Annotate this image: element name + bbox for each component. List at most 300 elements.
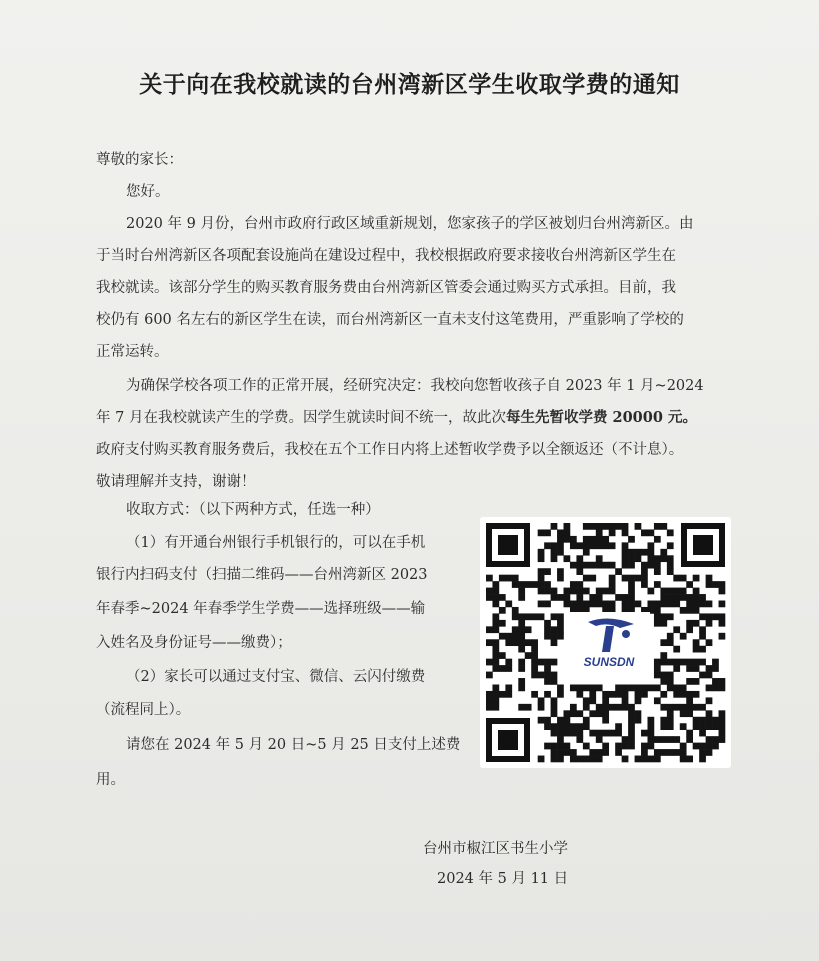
method2-line: （流程同上）。 (96, 702, 191, 718)
qr-module (538, 575, 545, 582)
qr-module (673, 665, 680, 672)
qr-module (686, 620, 693, 627)
qr-module (551, 756, 558, 763)
qr-module (622, 736, 629, 743)
qr-module (686, 607, 693, 614)
qr-module (486, 588, 493, 595)
qr-module (628, 723, 635, 730)
qr-module (531, 665, 538, 672)
qr-module (583, 704, 590, 711)
payment-qr-code[interactable] (480, 517, 731, 768)
qr-module (557, 633, 564, 640)
qr-module (525, 639, 532, 646)
qr-module (667, 555, 674, 562)
qr-module (712, 743, 719, 750)
qr-module (570, 601, 577, 608)
para1-line: 正常运转。 (96, 344, 169, 360)
qr-module (596, 542, 603, 549)
qr-module (570, 749, 577, 756)
qr-module (589, 710, 596, 717)
qr-module (564, 723, 571, 730)
qr-module (538, 659, 545, 666)
qr-module (525, 581, 532, 588)
qr-module (512, 613, 519, 620)
qr-module (564, 717, 571, 724)
qr-module (641, 749, 648, 756)
qr-module (706, 684, 713, 691)
qr-module (686, 710, 693, 717)
qr-module (712, 678, 719, 685)
qr-module (518, 678, 525, 685)
qr-module (641, 743, 648, 750)
qr-module (544, 672, 551, 679)
qr-module (576, 568, 583, 575)
qr-module (609, 529, 616, 536)
qr-module (557, 756, 564, 763)
qr-module (551, 613, 558, 620)
qr-module (667, 588, 674, 595)
qr-module (712, 717, 719, 724)
qr-module (551, 678, 558, 685)
qr-module (538, 717, 545, 724)
qr-module (699, 717, 706, 724)
para2-line2-text: 年 7 月在我校就读产生的学费。因学生就读时间不统一，故此次 (96, 410, 506, 426)
qr-module (589, 756, 596, 763)
qr-module (518, 588, 525, 595)
qr-module (505, 665, 512, 672)
qr-module (680, 710, 687, 717)
qr-module (492, 620, 499, 627)
qr-module (602, 601, 609, 608)
qr-module (667, 684, 674, 691)
qr-module (538, 672, 545, 679)
qr-module (693, 659, 700, 666)
qr-module (686, 601, 693, 608)
qr-module (557, 684, 564, 691)
qr-module (647, 736, 654, 743)
qr-module (499, 652, 506, 659)
qr-module (654, 536, 661, 543)
qr-module (660, 704, 667, 711)
qr-module (602, 704, 609, 711)
qr-module (673, 736, 680, 743)
qr-module (660, 723, 667, 730)
qr-module (589, 542, 596, 549)
qr-module (492, 588, 499, 595)
qr-module (564, 588, 571, 595)
qr-module (660, 523, 667, 530)
qr-module (609, 523, 616, 530)
qr-module (622, 601, 629, 608)
qr-module (699, 672, 706, 679)
qr-module (518, 646, 525, 653)
qr-module (602, 542, 609, 549)
para2-line: 为确保学校各项工作的正常开展，经研究决定：我校向您暂收孩子自 2023 年 1 月~2024 (126, 378, 704, 394)
qr-module (557, 743, 564, 750)
qr-module (596, 756, 603, 763)
qr-module (486, 697, 493, 704)
qr-module (609, 575, 616, 582)
para1-line: 2020 年 9 月份，台州市政府行政区域重新规划，您家孩子的学区被划归台州湾新区。由 (126, 216, 694, 232)
qr-module (615, 749, 622, 756)
method1-line: 银行内扫码支付（扫描二维码——台州湾新区 2023 (96, 567, 428, 583)
qr-module (686, 594, 693, 601)
qr-module (654, 523, 661, 530)
qr-module (647, 717, 654, 724)
qr-module (589, 523, 596, 530)
qr-module (551, 588, 558, 595)
qr-module (660, 678, 667, 685)
qr-module (635, 710, 642, 717)
qr-module (589, 749, 596, 756)
qr-module (512, 633, 519, 640)
qr-module (538, 704, 545, 711)
qr-module (622, 549, 629, 556)
qr-module (589, 562, 596, 569)
qr-module (706, 581, 713, 588)
qr-module (538, 613, 545, 620)
qr-module (635, 601, 642, 608)
qr-module (557, 620, 564, 627)
qr-module (686, 756, 693, 763)
qr-module (518, 659, 525, 666)
qr-module (602, 749, 609, 756)
qr-module (615, 523, 622, 530)
qr-module (544, 678, 551, 685)
qr-module (486, 672, 493, 679)
qr-module (525, 652, 532, 659)
qr-module (719, 678, 726, 685)
qr-module (576, 594, 583, 601)
qr-module (680, 594, 687, 601)
qr-module (719, 710, 726, 717)
qr-module (583, 697, 590, 704)
qr-module (719, 588, 726, 595)
qr-module (512, 575, 519, 582)
qr-module (660, 555, 667, 562)
para1-line: 校仍有 600 名左右的新区学生在读，而台州湾新区一直未支付这笔费用，严重影响了学校的 (96, 312, 684, 328)
qr-module (583, 523, 590, 530)
qr-module (641, 691, 648, 698)
qr-module (602, 691, 609, 698)
qr-module (647, 743, 654, 750)
qr-module (583, 549, 590, 556)
qr-module (499, 594, 506, 601)
qr-module (544, 620, 551, 627)
qr-module (641, 529, 648, 536)
qr-module (596, 736, 603, 743)
qr-module (660, 613, 667, 620)
qr-module (706, 723, 713, 730)
qr-module (654, 562, 661, 569)
qr-module (667, 633, 674, 640)
qr-module (486, 704, 493, 711)
qr-module (667, 639, 674, 646)
qr-module (551, 633, 558, 640)
qr-module (628, 555, 635, 562)
qr-module (557, 529, 564, 536)
qr-module (667, 672, 674, 679)
qr-module (667, 601, 674, 608)
qr-module (576, 756, 583, 763)
qr-module (609, 601, 616, 608)
qr-module (693, 588, 700, 595)
qr-module (570, 536, 577, 543)
qr-module (712, 581, 719, 588)
qr-module (628, 536, 635, 543)
qr-module (673, 594, 680, 601)
salutation: 尊敬的家长： (96, 152, 183, 168)
qr-module (551, 723, 558, 730)
qr-module (499, 620, 506, 627)
qr-module (628, 588, 635, 595)
qr-module (538, 697, 545, 704)
qr-module (647, 555, 654, 562)
qr-module (615, 691, 622, 698)
qr-module (499, 575, 506, 582)
qr-module (531, 646, 538, 653)
qr-module (499, 633, 506, 640)
qr-module (551, 749, 558, 756)
qr-module (719, 601, 726, 608)
qr-module (583, 575, 590, 582)
qr-module (531, 652, 538, 659)
qr-module (699, 646, 706, 653)
qr-module (628, 736, 635, 743)
qr-module (557, 723, 564, 730)
qr-module (654, 613, 661, 620)
qr-module (564, 601, 571, 608)
qr-module (544, 633, 551, 640)
qr-module (647, 684, 654, 691)
qr-module (667, 723, 674, 730)
para2-line (96, 408, 697, 428)
qr-module (647, 723, 654, 730)
qr-module (564, 536, 571, 543)
qr-module (544, 691, 551, 698)
qr-module (492, 691, 499, 698)
qr-module (596, 536, 603, 543)
qr-module (518, 613, 525, 620)
qr-module (551, 594, 558, 601)
qr-module (557, 575, 564, 582)
qr-module (654, 659, 661, 666)
qr-module (628, 684, 635, 691)
qr-module (693, 594, 700, 601)
qr-module (719, 717, 726, 724)
school-name: 台州市椒江区书生小学 (423, 841, 568, 857)
qr-module (706, 697, 713, 704)
qr-module (615, 594, 622, 601)
qr-module (660, 717, 667, 724)
qr-module (596, 529, 603, 536)
qr-module (660, 639, 667, 646)
qr-module (680, 691, 687, 698)
qr-module (706, 665, 713, 672)
sunsdn-logo-icon (568, 612, 650, 672)
qr-module (544, 588, 551, 595)
qr-module (719, 723, 726, 730)
qr-module (492, 626, 499, 633)
qr-module (596, 562, 603, 569)
qr-module (583, 536, 590, 543)
qr-module (706, 710, 713, 717)
qr-module (499, 607, 506, 614)
qr-module (486, 691, 493, 698)
qr-module (505, 691, 512, 698)
qr-module (538, 529, 545, 536)
qr-module (699, 601, 706, 608)
qr-module (576, 601, 583, 608)
method1-line: 入姓名及身份证号——缴费）； (96, 635, 292, 651)
qr-module (641, 684, 648, 691)
qr-finder-top-right (681, 523, 725, 567)
qr-module (647, 588, 654, 595)
fee-amount-text: 每生先暂收学费 20000 元。 (505, 409, 697, 426)
qr-module (699, 743, 706, 750)
qr-module (492, 581, 499, 588)
qr-module (635, 575, 642, 582)
qr-module (602, 536, 609, 543)
qr-module (647, 549, 654, 556)
qr-module (622, 555, 629, 562)
qr-module (673, 659, 680, 666)
qr-module (544, 542, 551, 549)
qr-module (693, 607, 700, 614)
qr-module (719, 684, 726, 691)
qr-module (628, 594, 635, 601)
qr-module (635, 691, 642, 698)
qr-module (660, 736, 667, 743)
qr-module (512, 581, 519, 588)
qr-module (551, 710, 558, 717)
qr-module (544, 529, 551, 536)
qr-module (602, 523, 609, 530)
qr-module (551, 672, 558, 679)
qr-module (583, 588, 590, 595)
qr-module (596, 588, 603, 595)
qr-module (647, 601, 654, 608)
qr-module (512, 639, 519, 646)
qr-module (647, 562, 654, 569)
qr-module (492, 613, 499, 620)
qr-module (686, 730, 693, 737)
qr-module (492, 684, 499, 691)
qr-module (660, 691, 667, 698)
qr-module (570, 588, 577, 595)
qr-module (654, 555, 661, 562)
qr-module (622, 697, 629, 704)
qr-module (654, 601, 661, 608)
qr-module (680, 756, 687, 763)
qr-module (492, 594, 499, 601)
qr-module (531, 691, 538, 698)
qr-module (660, 549, 667, 556)
qr-module (673, 588, 680, 595)
qr-module (712, 665, 719, 672)
qr-module (551, 555, 558, 562)
qr-module (583, 684, 590, 691)
qr-module (557, 568, 564, 575)
qr-module (544, 626, 551, 633)
qr-module (551, 743, 558, 750)
qr-module (609, 691, 616, 698)
qr-module (557, 749, 564, 756)
qr-module (699, 659, 706, 666)
qr-module (654, 620, 661, 627)
qr-module (486, 639, 493, 646)
qr-module (673, 691, 680, 698)
qr-module (667, 704, 674, 711)
qr-module (615, 704, 622, 711)
qr-module (589, 536, 596, 543)
qr-module (660, 749, 667, 756)
notice-title: 关于向在我校就读的台州湾新区学生收取学费的通知 (139, 72, 680, 98)
qr-module (544, 659, 551, 666)
qr-module (551, 626, 558, 633)
qr-module (589, 697, 596, 704)
qr-module (557, 542, 564, 549)
qr-module (660, 672, 667, 679)
qr-module (706, 613, 713, 620)
qr-module (570, 710, 577, 717)
qr-module (576, 542, 583, 549)
qr-module (602, 697, 609, 704)
qr-module (576, 710, 583, 717)
qr-module (622, 704, 629, 711)
qr-module (505, 601, 512, 608)
qr-module (505, 659, 512, 666)
qr-module (531, 581, 538, 588)
qr-module (544, 723, 551, 730)
qr-module (518, 620, 525, 627)
qr-module (622, 529, 629, 536)
qr-module (492, 665, 499, 672)
qr-module (673, 626, 680, 633)
qr-module (544, 743, 551, 750)
qr-module (596, 523, 603, 530)
qr-module (673, 646, 680, 653)
qr-module (667, 529, 674, 536)
qr-module (518, 684, 525, 691)
qr-module (641, 562, 648, 569)
qr-module (544, 717, 551, 724)
qr-module (505, 684, 512, 691)
qr-module (673, 684, 680, 691)
para1-line: 我校就读。该部分学生的购买教育服务费由台州湾新区管委会通过购买方式承担。目前，我 (96, 280, 676, 296)
qr-module (570, 704, 577, 711)
qr-module (505, 633, 512, 640)
qr-module (622, 684, 629, 691)
qr-module (602, 730, 609, 737)
qr-module (492, 646, 499, 653)
qr-module (505, 575, 512, 582)
qr-module (635, 555, 642, 562)
qr-module (699, 756, 706, 763)
qr-module (576, 588, 583, 595)
qr-module (609, 562, 616, 569)
qr-module (589, 575, 596, 582)
qr-module (609, 581, 616, 588)
qr-module (699, 633, 706, 640)
qr-module (551, 704, 558, 711)
qr-module (699, 594, 706, 601)
qr-module (576, 723, 583, 730)
qr-module (622, 523, 629, 530)
qr-module (557, 549, 564, 556)
qr-module (583, 717, 590, 724)
qr-module (654, 749, 661, 756)
